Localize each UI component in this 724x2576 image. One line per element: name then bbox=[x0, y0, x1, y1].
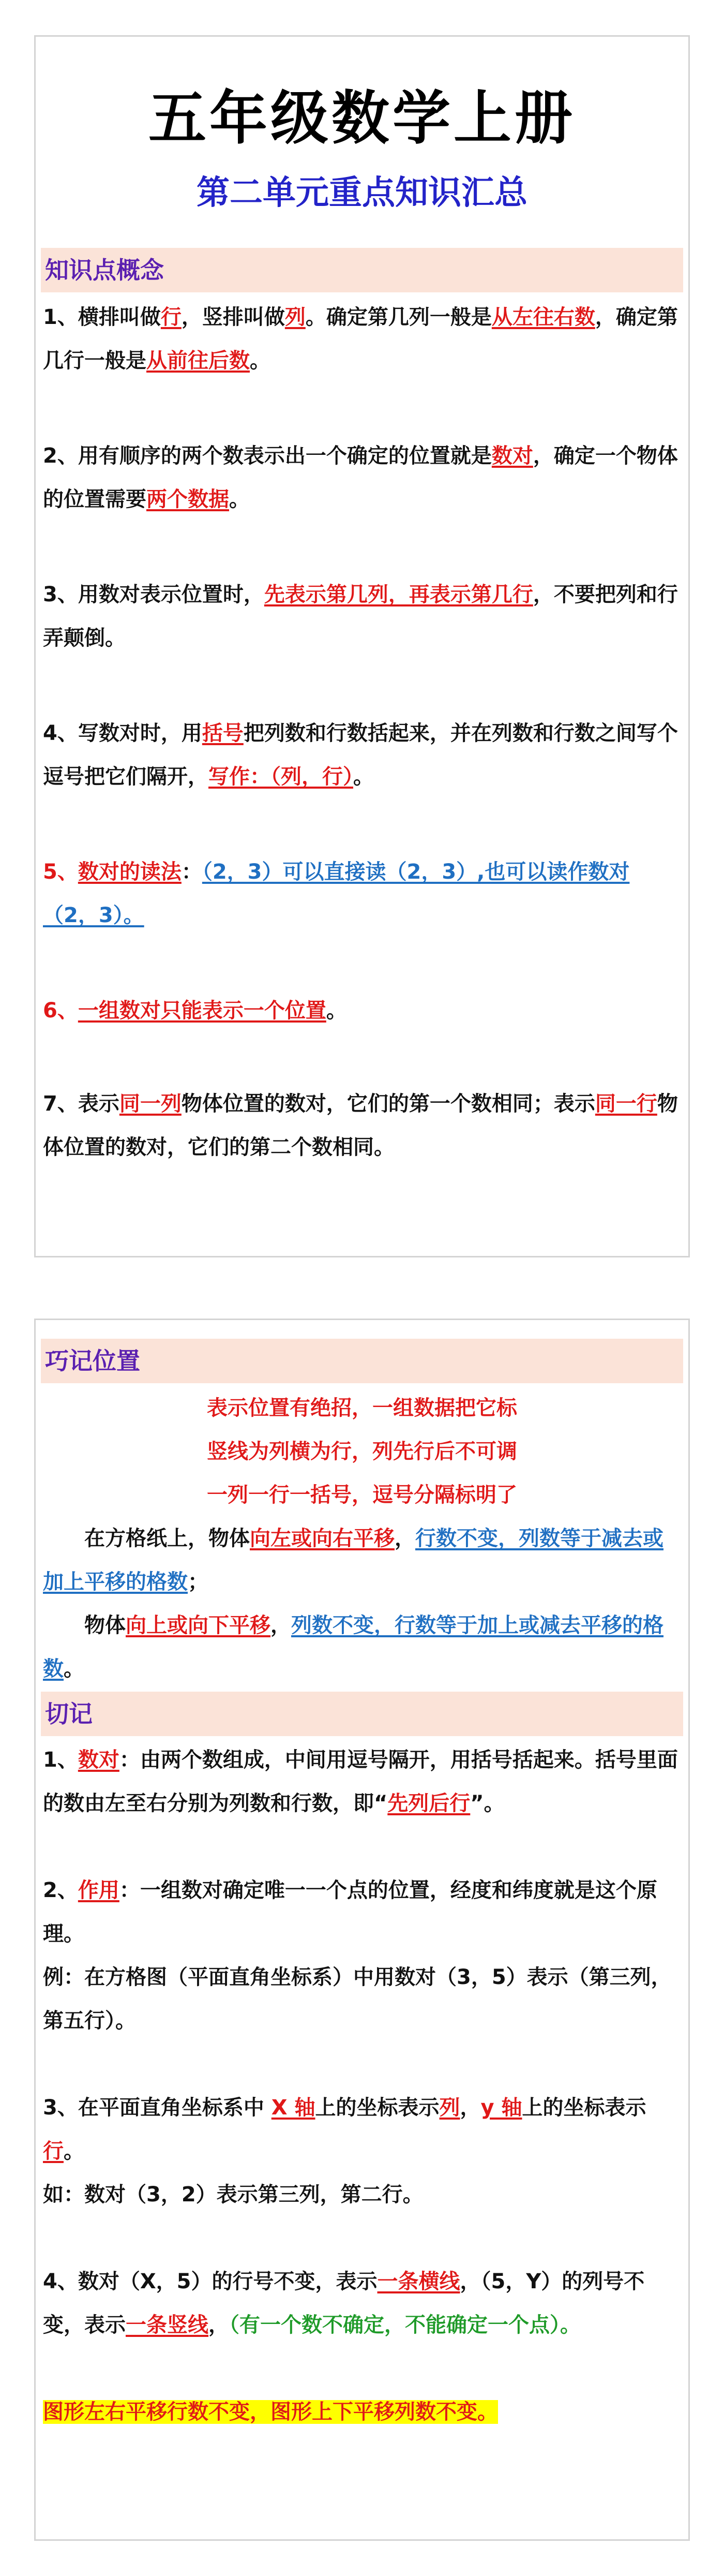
concept-item-7: 7、表示同一列物体位置的数对，它们的第一个数相同；表示同一行物体位置的数对，它们的第二个数相同。 bbox=[43, 1092, 678, 1159]
remember-summary-highlight: 图形左右平移行数不变，图形上下平移列数不变。 bbox=[43, 2400, 498, 2424]
concept-item-4: 4、写数对时，用括号把列数和行数括起来，并在列数和行数之间写个逗号把它们隔开，写作：（列，行）。 bbox=[43, 721, 678, 789]
rhyme-line-2: 竖线为列横为行，列先行后不可调 bbox=[207, 1440, 517, 1463]
concept-item-1: 1、横排叫做行，竖排叫做列。确定第几列一般是从左往右数，确定第几行一般是从前往后数。 bbox=[43, 305, 678, 373]
concept-item-5: 5、数对的读法：（2，3）可以直接读（2，3）,也可以读作数对（2，3）。 bbox=[43, 860, 630, 927]
concept-item-2: 2、用有顺序的两个数表示出一个确定的位置就是数对，确定一个物体的位置需要两个数据。 bbox=[43, 444, 678, 511]
page-title: 五年级数学上册 bbox=[148, 84, 576, 152]
remember-item-1: 1、数对：由两个数组成，中间用逗号隔开，用括号括起来。括号里面的数由左至右分别为列数和行数，即“先列后行”。 bbox=[43, 1748, 678, 1815]
concept-item-6: 6、一组数对只能表示一个位置。 bbox=[43, 999, 347, 1023]
remember-item-3-example: 如：数对（3，2）表示第三列，第二行。 bbox=[43, 2183, 424, 2207]
rhyme-line-3: 一列一行一括号，逗号分隔标明了 bbox=[207, 1483, 517, 1507]
remember-item-3: 3、在平面直角坐标系中 X 轴上的坐标表示列，y 轴上的坐标表示行。 bbox=[43, 2096, 646, 2163]
rhyme-line-1: 表示位置有绝招，一组数据把它标 bbox=[207, 1396, 517, 1420]
summary-card-2 bbox=[34, 1319, 690, 2541]
concept-item-3: 3、用数对表示位置时，先表示第几列，再表示第几行，不要把列和行弄颠倒。 bbox=[43, 583, 678, 650]
remember-item-2-example: 例：在方格图（平面直角坐标系）中用数对（3，5）表示（第三列，第五行）。 bbox=[43, 1965, 672, 2033]
summary-card-1 bbox=[34, 35, 690, 1257]
tip-horizontal-shift: 在方格纸上，物体向左或向右平移，行数不变，列数等于减去或加上平移的格数； bbox=[43, 1527, 663, 1594]
tip-vertical-shift: 物体向上或向下平移，列数不变，行数等于加上或减去平移的格数。 bbox=[43, 1613, 663, 1681]
section-band-remember: 切记 bbox=[41, 1692, 683, 1736]
remember-item-4: 4、数对（X，5）的行号不变，表示一条横线，（5，Y）的列号不变，表示一条竖线，（有一个数不确定，不能确定一个点）。 bbox=[43, 2270, 645, 2337]
remember-item-2: 2、作用：一组数对确定唯一一个点的位置，经度和纬度就是这个原理。 bbox=[43, 1878, 657, 1946]
section-band-concepts: 知识点概念 bbox=[41, 248, 683, 292]
page-subtitle: 第二单元重点知识汇总 bbox=[197, 173, 527, 212]
section-band-memory-tips: 巧记位置 bbox=[41, 1339, 683, 1383]
